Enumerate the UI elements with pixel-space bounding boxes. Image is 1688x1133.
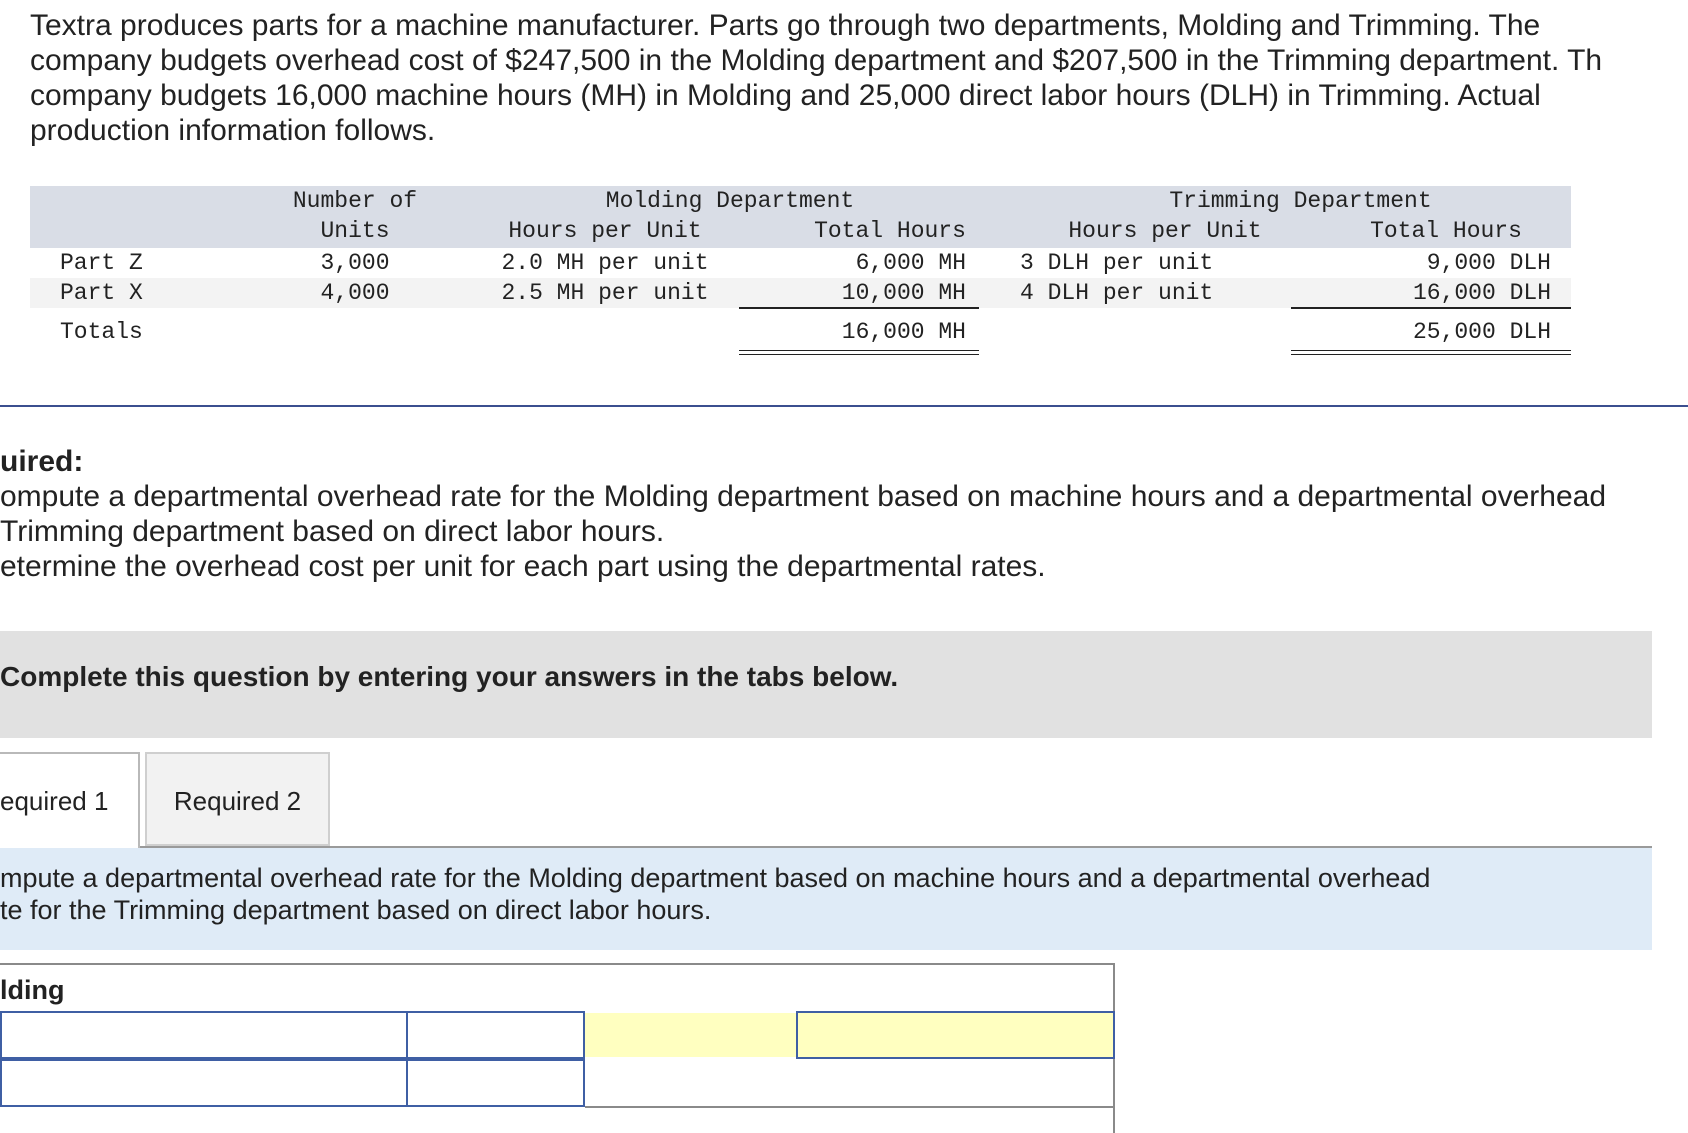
instruction-panel bbox=[0, 848, 1652, 950]
answer-heading: lding bbox=[0, 975, 65, 1005]
totals-label: Totals bbox=[60, 319, 143, 345]
header-trimming-department: Trimming Department bbox=[1169, 188, 1432, 214]
row-label: Part X bbox=[60, 280, 143, 306]
header-molding-hours-per-unit: Hours per Unit bbox=[508, 218, 702, 244]
intro-line: company budgets overhead cost of $247,500 in the Molding department and $207,500 in the Trimming department. Th bbox=[30, 44, 1603, 77]
tab-required-2-label: Required 2 bbox=[173, 786, 302, 816]
molding-subtotal-rule bbox=[739, 307, 979, 309]
row1-rate-input[interactable] bbox=[796, 1011, 1115, 1059]
row1-amount-input[interactable] bbox=[406, 1011, 585, 1059]
row-molding-total: 10,000 MH bbox=[841, 280, 966, 306]
row-separator bbox=[585, 1106, 1115, 1108]
totals-trimming: 25,000 DLH bbox=[1412, 319, 1551, 345]
required-item: Trimming department based on direct labor hours. bbox=[0, 515, 665, 548]
section-divider bbox=[0, 405, 1688, 407]
complete-banner bbox=[0, 631, 1652, 738]
row-trimming-total: 16,000 DLH bbox=[1412, 280, 1551, 306]
row-trimming-hours-per-unit: 3 DLH per unit bbox=[1020, 250, 1214, 276]
row-trimming-hours-per-unit: 4 DLH per unit bbox=[1020, 280, 1214, 306]
complete-banner-text: Complete this question by entering your answers in the tabs below. bbox=[0, 661, 899, 692]
problem-intro bbox=[30, 8, 1688, 148]
intro-line: production information follows. bbox=[30, 114, 436, 147]
row-units: 4,000 bbox=[320, 280, 390, 306]
tab-required-1[interactable] bbox=[0, 752, 140, 848]
production-table bbox=[30, 186, 1571, 358]
row-label: Part Z bbox=[60, 250, 143, 276]
tab-required-1-label: equired 1 bbox=[0, 786, 109, 816]
computed-label-cell bbox=[585, 1013, 796, 1057]
header-trimming-hours-per-unit: Hours per Unit bbox=[1068, 218, 1262, 244]
row2-amount-input[interactable] bbox=[406, 1059, 585, 1107]
row-units: 3,000 bbox=[320, 250, 390, 276]
row-molding-total: 6,000 MH bbox=[855, 250, 966, 276]
instruction-line: mpute a departmental overhead rate for the Molding department based on machine hours and a departmental overhead bbox=[0, 863, 1431, 893]
trimming-subtotal-rule bbox=[1291, 307, 1571, 309]
trimming-total-double-rule bbox=[1291, 350, 1571, 355]
header-units-line2: Units bbox=[320, 218, 390, 244]
tab-required-2[interactable] bbox=[145, 752, 330, 846]
row-trimming-total: 9,000 DLH bbox=[1426, 250, 1551, 276]
required-title: uired: bbox=[0, 445, 84, 478]
row2-label-input[interactable] bbox=[0, 1059, 408, 1107]
row-molding-hours-per-unit: 2.0 MH per unit bbox=[501, 250, 709, 276]
required-item: etermine the overhead cost per unit for each part using the departmental rates. bbox=[0, 550, 1046, 583]
intro-line: company budgets 16,000 machine hours (MH) in Molding and 25,000 direct labor hours (DLH) in Trimming. Actual bbox=[30, 79, 1541, 112]
header-units-line1: Number of bbox=[292, 188, 418, 214]
instruction-line: te for the Trimming department based on direct labor hours. bbox=[0, 895, 712, 925]
intro-line: Textra produces parts for a machine manufacturer. Parts go through two departments, Molding and Trimming. The bbox=[30, 9, 1541, 42]
totals-molding: 16,000 MH bbox=[841, 319, 966, 345]
header-trimming-total-hours: Total Hours bbox=[1370, 218, 1522, 244]
header-molding-department: Molding Department bbox=[605, 188, 855, 214]
answer-grid bbox=[0, 963, 1115, 1133]
row-molding-hours-per-unit: 2.5 MH per unit bbox=[501, 280, 709, 306]
row1-label-input[interactable] bbox=[0, 1011, 408, 1059]
header-molding-total-hours: Total Hours bbox=[814, 218, 966, 244]
required-item: ompute a departmental overhead rate for the Molding department based on machine hours and a departmental overhead bbox=[0, 480, 1607, 513]
required-section bbox=[0, 444, 1688, 584]
molding-total-double-rule bbox=[739, 350, 979, 355]
